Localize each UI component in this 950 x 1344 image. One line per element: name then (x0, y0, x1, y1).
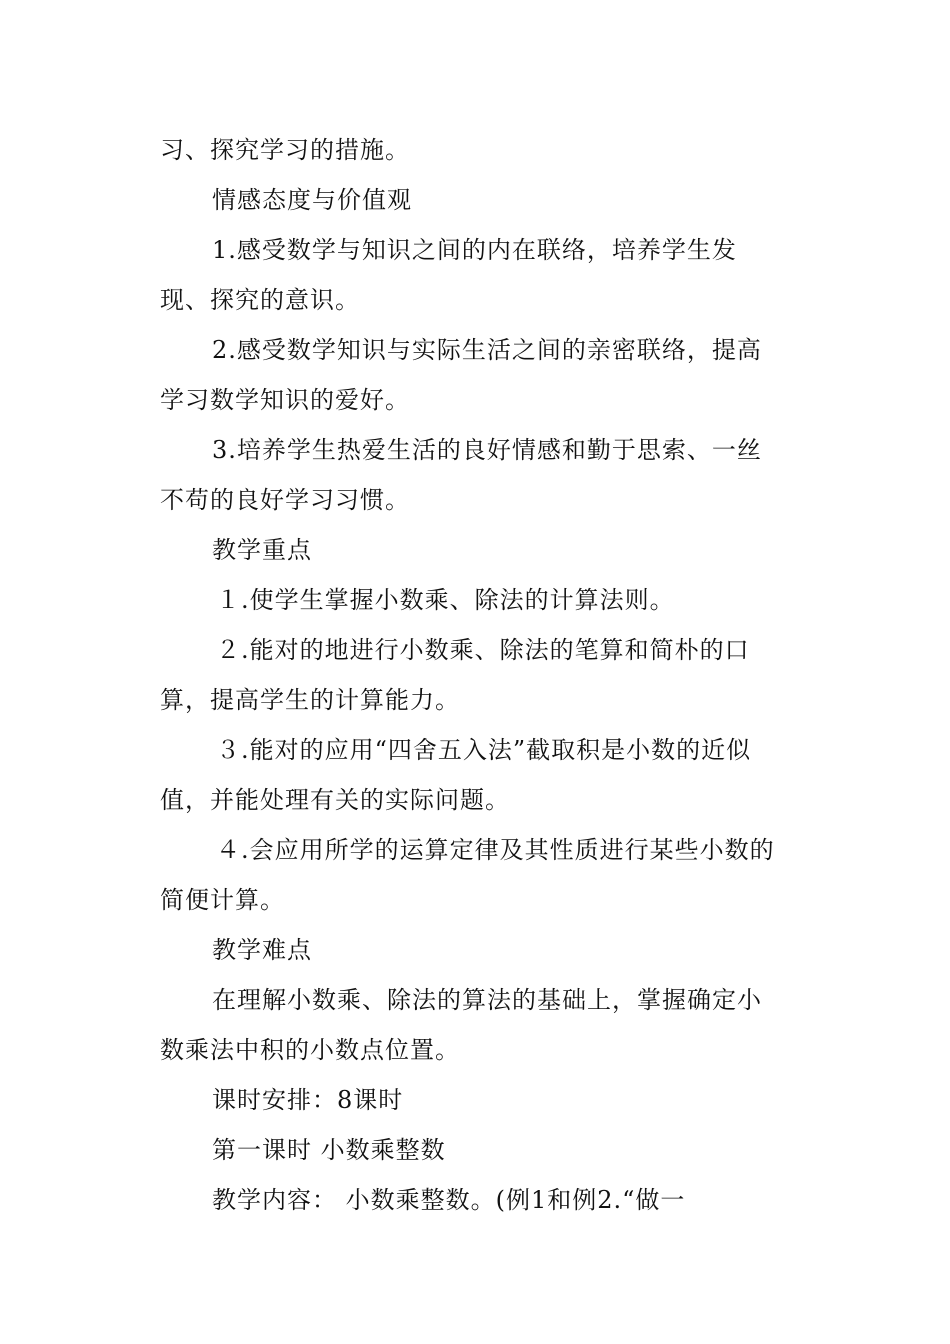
paragraph-line: 3.培养学生热爱生活的良好情感和勤于思索、一丝 (212, 436, 762, 464)
section-heading: 情感态度与价值观 (212, 186, 412, 214)
paragraph-line: 现、探究的意识。 (160, 286, 360, 314)
paragraph-line: 值，并能处理有关的实际问题。 (160, 786, 510, 814)
paragraph-line: 在理解小数乘、除法的算法的基础上，掌握确定小 (212, 986, 762, 1014)
paragraph-line: ３.能对的应用“四舍五入法”截取积是小数的近似 (216, 736, 752, 764)
section-heading: 教学难点 (212, 936, 312, 964)
paragraph-line: 习、探究学习的措施。 (160, 136, 410, 164)
paragraph-line: 算，提高学生的计算能力。 (160, 686, 460, 714)
paragraph-line: 简便计算。 (160, 886, 285, 914)
paragraph-line: 教学内容： 小数乘整数。(例1和例2.“做一 (212, 1186, 686, 1214)
paragraph-line: 学习数学知识的爱好。 (160, 386, 410, 414)
paragraph-line: ２.能对的地进行小数乘、除法的笔算和简朴的口 (216, 636, 750, 664)
paragraph-line: 数乘法中积的小数点位置。 (160, 1036, 460, 1064)
section-heading: 教学重点 (212, 536, 312, 564)
paragraph-line: 不苟的良好学习习惯。 (160, 486, 410, 514)
paragraph-line: 1.感受数学与知识之间的内在联络，培养学生发 (212, 236, 737, 264)
section-heading: 第一课时 小数乘整数 (212, 1136, 446, 1164)
paragraph-line: ４.会应用所学的运算定律及其性质进行某些小数的 (216, 836, 775, 864)
paragraph-line: 2.感受数学知识与实际生活之间的亲密联络，提高 (212, 336, 762, 364)
paragraph-line: １.使学生掌握小数乘、除法的计算法则。 (216, 586, 675, 614)
paragraph-line: 课时安排：8课时 (212, 1086, 404, 1114)
